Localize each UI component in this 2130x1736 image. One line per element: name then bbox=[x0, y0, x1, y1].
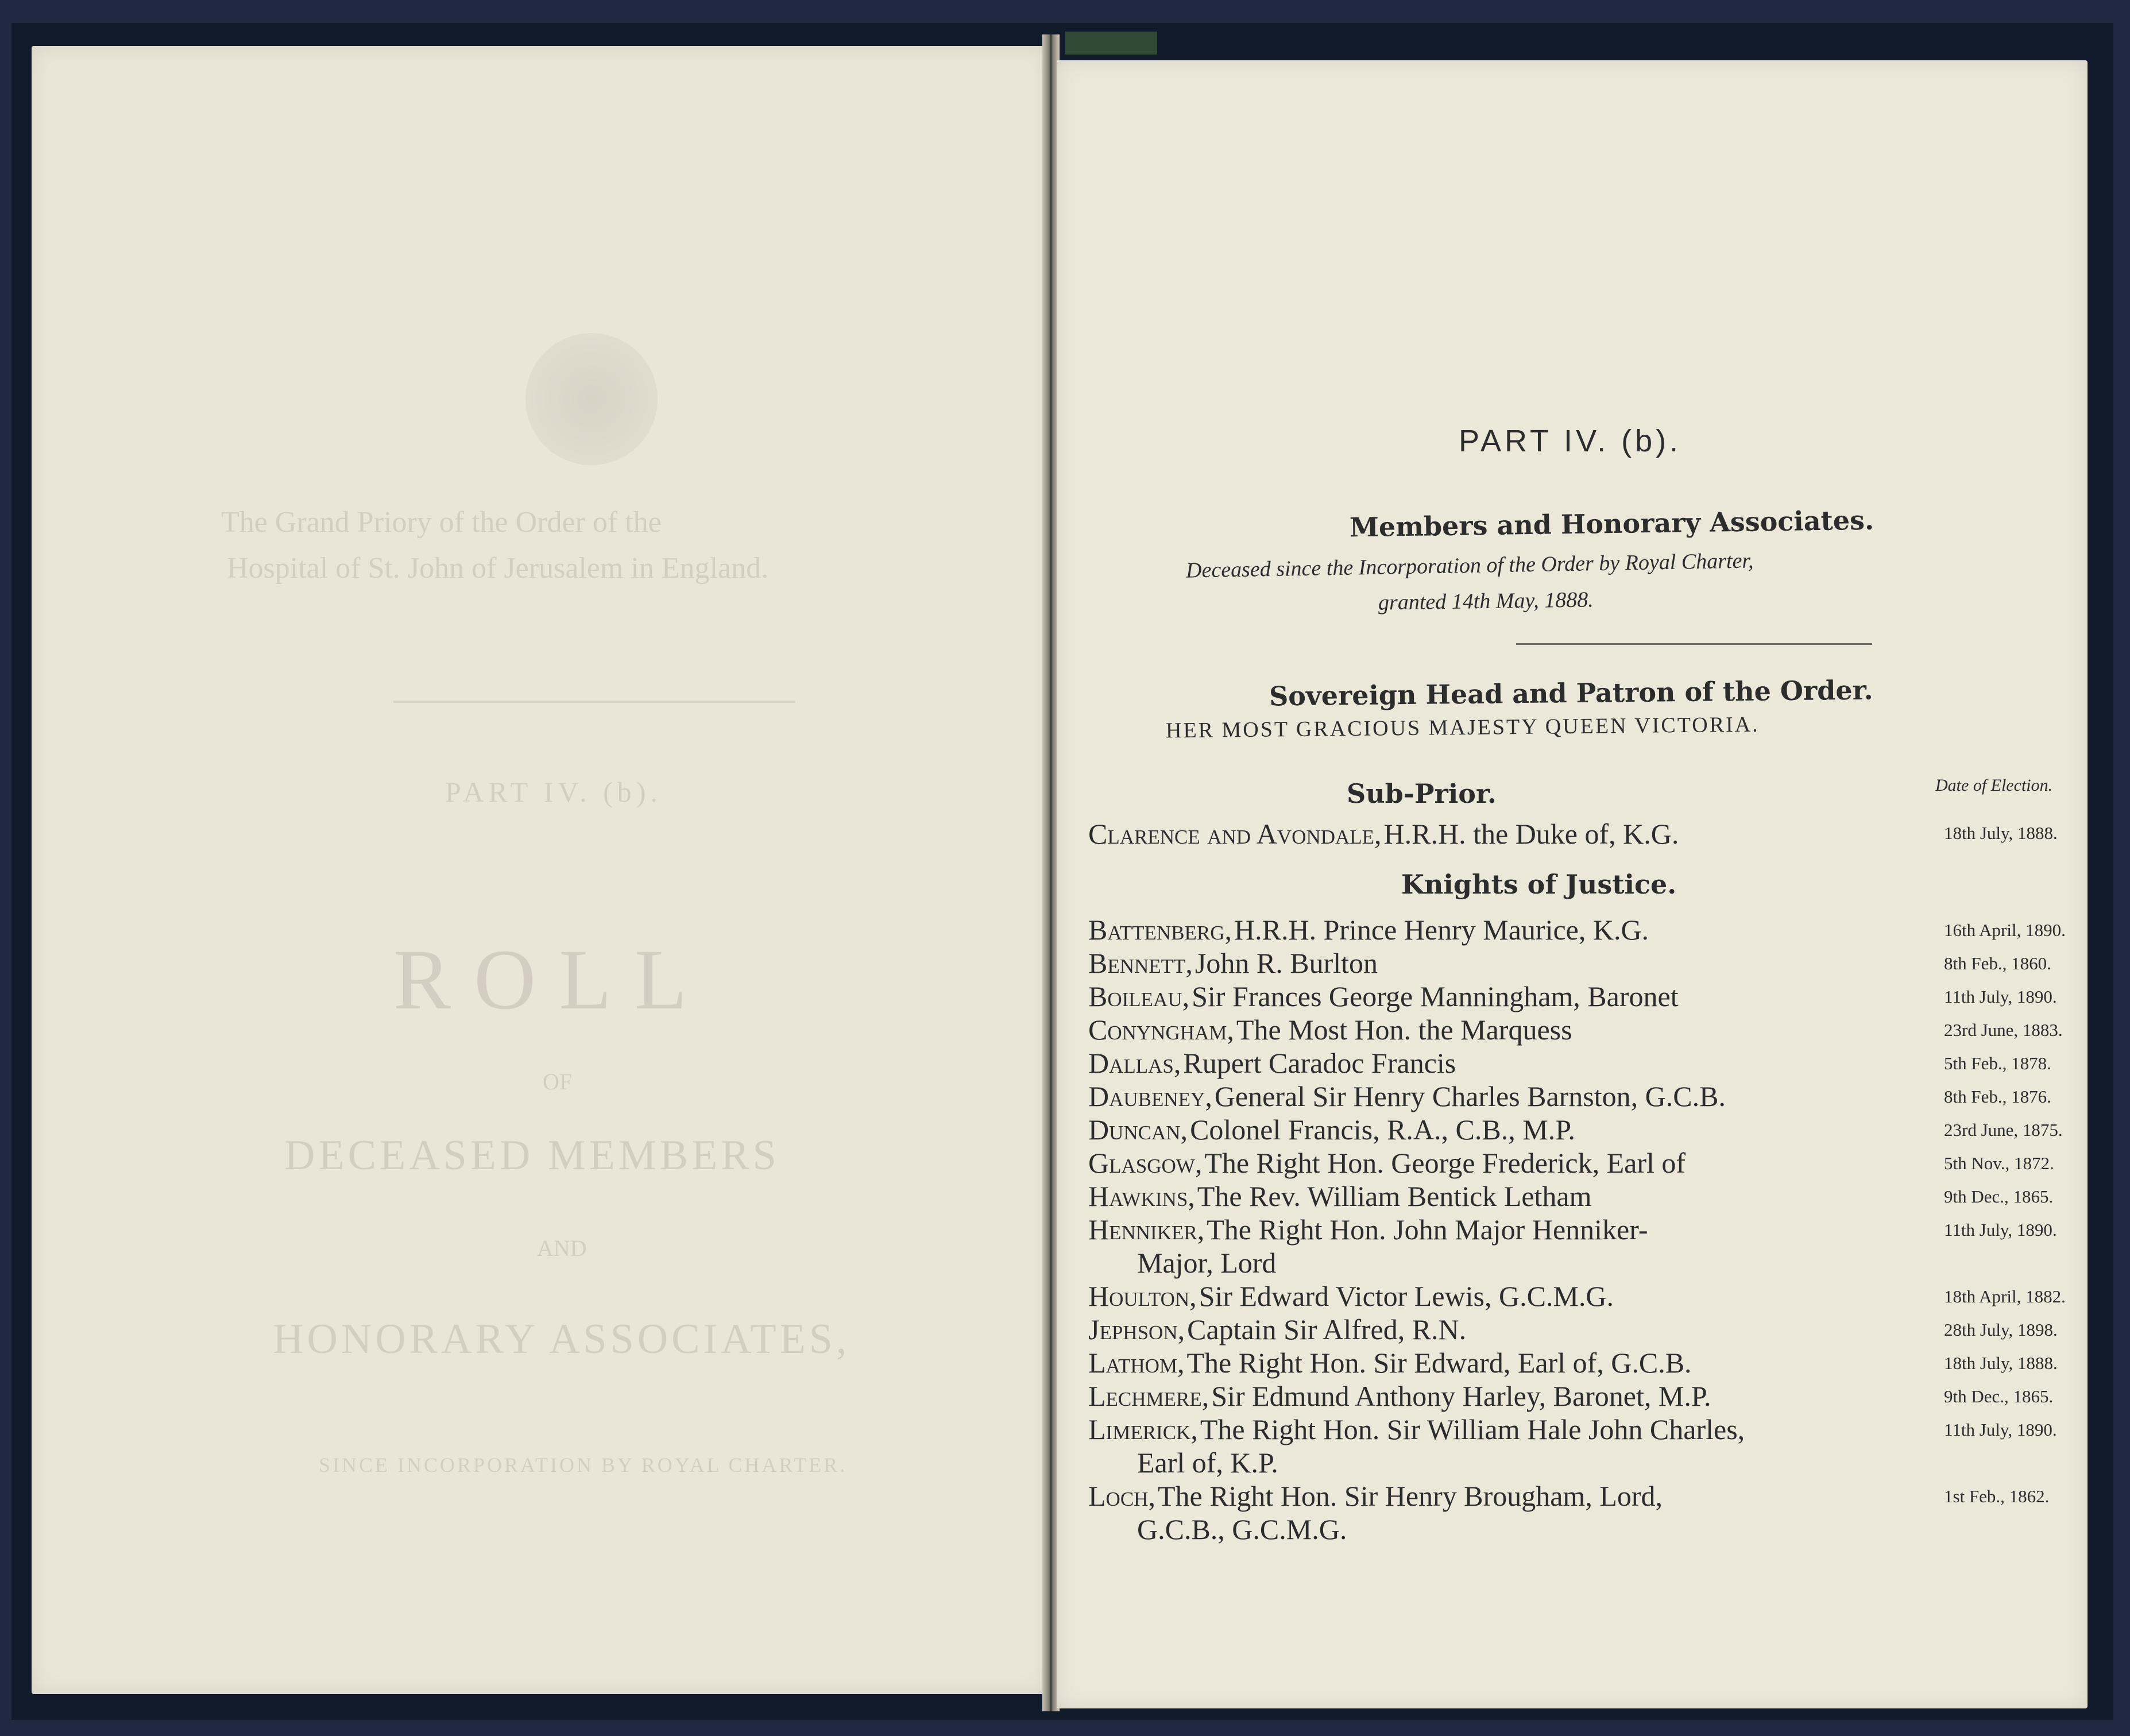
entry-surname: Glasgow, bbox=[1088, 1147, 1203, 1179]
knight-entry bbox=[1088, 980, 1679, 1013]
knight-entry bbox=[1088, 1213, 1648, 1246]
sovereign-name: HER MOST GRACIOUS MAJESTY QUEEN VICTORIA. bbox=[1165, 712, 1760, 743]
ghost-honorary-associates: HONORARY ASSOCIATES, bbox=[273, 1316, 851, 1363]
entry-name-rest: The Right Hon. George Frederick, Earl of bbox=[1204, 1147, 1686, 1179]
left-page bbox=[32, 46, 1048, 1694]
knight-entry bbox=[1088, 1146, 1686, 1180]
knight-entry bbox=[1088, 946, 1378, 980]
knight-entry bbox=[1088, 1180, 1592, 1213]
entry-surname: Daubeney, bbox=[1088, 1080, 1212, 1112]
entry-surname: Lathom, bbox=[1088, 1347, 1185, 1379]
entry-name-rest: Captain Sir Alfred, R.N. bbox=[1187, 1313, 1467, 1346]
entry-date: 18th April, 1882. bbox=[1944, 1286, 2066, 1306]
entry-surname: Dallas, bbox=[1088, 1047, 1181, 1079]
entry-surname: Lechmere, bbox=[1088, 1380, 1209, 1412]
entry-date: 5th Nov., 1872. bbox=[1944, 1153, 2054, 1173]
deceased-line-1: Deceased since the Incorporation of the Order by Royal Charter, bbox=[1185, 548, 1754, 583]
entry-surname: Battenberg, bbox=[1088, 914, 1232, 946]
entry-surname: Loch, bbox=[1088, 1480, 1155, 1512]
entry-surname: Boileau, bbox=[1088, 980, 1190, 1012]
entry-date: 5th Feb., 1878. bbox=[1944, 1053, 2051, 1073]
entry-surname: Conyngham, bbox=[1088, 1014, 1234, 1046]
entry-name-rest: Colonel Francis, R.A., C.B., M.P. bbox=[1190, 1113, 1575, 1146]
entry-date: 9th Dec., 1865. bbox=[1944, 1186, 2054, 1207]
sub-prior-entry bbox=[1088, 817, 1679, 850]
knight-entry bbox=[1088, 1279, 1614, 1313]
ghost-medal-emblem bbox=[525, 333, 658, 465]
knight-entry bbox=[1088, 1046, 1456, 1080]
section-divider bbox=[1516, 643, 1872, 645]
knight-entry bbox=[1088, 1080, 1726, 1113]
ghost-part: PART IV. (b). bbox=[445, 776, 662, 808]
knight-entry bbox=[1088, 913, 1649, 946]
members-title: Members and Honorary Associates. bbox=[1349, 504, 1874, 543]
entry-date: 28th July, 1898. bbox=[1944, 1320, 2058, 1340]
entry-name-rest: Sir Frances George Manningham, Baronet bbox=[1192, 980, 1679, 1012]
entry-date: 11th July, 1890. bbox=[1944, 987, 2057, 1007]
entry-name-rest: The Most Hon. the Marquess bbox=[1236, 1014, 1572, 1046]
entry-date: 11th July, 1890. bbox=[1944, 1220, 2057, 1240]
sub-prior-heading: Sub-Prior. bbox=[1347, 778, 1497, 809]
entry-date: 9th Dec., 1865. bbox=[1944, 1386, 2054, 1406]
ghost-of: OF bbox=[543, 1069, 573, 1095]
ghost-dedication-line2: Hospital of St. John of Jerusalem in England. bbox=[227, 552, 769, 585]
ghost-and: AND bbox=[537, 1235, 587, 1261]
entry-date: 11th July, 1890. bbox=[1944, 1420, 2057, 1440]
part-heading: PART IV. (b). bbox=[1459, 424, 1682, 458]
entry-name-rest: H.R.H. Prince Henry Maurice, K.G. bbox=[1234, 914, 1649, 946]
ghost-deceased-members: DECEASED MEMBERS bbox=[284, 1132, 780, 1179]
deceased-line-2: granted 14th May, 1888. bbox=[1378, 587, 1594, 615]
entry-date: 1st Feb., 1862. bbox=[1944, 1486, 2050, 1506]
entry-date: 16th April, 1890. bbox=[1944, 920, 2066, 940]
entry-surname: Duncan, bbox=[1088, 1113, 1188, 1146]
knight-entry bbox=[1088, 1413, 1745, 1446]
entry-surname: Hawkins, bbox=[1088, 1180, 1195, 1212]
entry-name-rest: Sir Edward Victor Lewis, G.C.M.G. bbox=[1199, 1280, 1614, 1312]
entry-name-rest: Rupert Caradoc Francis bbox=[1183, 1047, 1456, 1079]
entry-surname: Clarence and Avondale, bbox=[1088, 818, 1382, 850]
knight-entry bbox=[1088, 1313, 1466, 1346]
entry-name-rest: John R. Burlton bbox=[1194, 947, 1378, 979]
entry-date: 18th July, 1888. bbox=[1944, 1353, 2058, 1373]
knight-entry bbox=[1088, 1113, 1575, 1146]
entry-name-rest: H.R.H. the Duke of, K.G. bbox=[1383, 818, 1679, 850]
ghost-roll: ROLL bbox=[393, 932, 710, 1027]
knight-entry bbox=[1088, 1479, 1663, 1513]
entry-surname: Limerick, bbox=[1088, 1413, 1198, 1445]
ghost-divider bbox=[393, 701, 795, 703]
entry-date: 23rd June, 1883. bbox=[1944, 1020, 2063, 1040]
entry-continuation: Earl of, K.P. bbox=[1137, 1447, 1278, 1479]
entry-date: 23rd June, 1875. bbox=[1944, 1120, 2063, 1140]
entry-name-rest: General Sir Henry Charles Barnston, G.C.B. bbox=[1214, 1080, 1726, 1112]
knight-entry bbox=[1088, 1346, 1692, 1379]
date-of-election-label: Date of Election. bbox=[1935, 776, 2053, 795]
entry-name-rest: The Right Hon. Sir Edward, Earl of, G.C.B. bbox=[1186, 1347, 1692, 1379]
entry-surname: Jephson, bbox=[1088, 1313, 1185, 1346]
entry-name-rest: The Rev. William Bentick Letham bbox=[1197, 1180, 1592, 1212]
sovereign-heading: Sovereign Head and Patron of the Order. bbox=[1269, 674, 1873, 712]
entry-date: 8th Feb., 1860. bbox=[1944, 953, 2051, 973]
sub-prior-date: 18th July, 1888. bbox=[1944, 823, 2058, 843]
spine-binding bbox=[1065, 32, 1157, 55]
entry-continuation: Major, Lord bbox=[1137, 1247, 1277, 1279]
entry-name-rest: The Right Hon. Sir William Hale John Charles, bbox=[1200, 1413, 1745, 1445]
ghost-dedication-line1: The Grand Priory of the Order of the bbox=[221, 506, 662, 539]
knights-heading: Knights of Justice. bbox=[1401, 869, 1677, 900]
entry-surname: Houlton, bbox=[1088, 1280, 1197, 1312]
ghost-since: SINCE INCORPORATION BY ROYAL CHARTER. bbox=[319, 1453, 848, 1476]
entry-name-rest: Sir Edmund Anthony Harley, Baronet, M.P. bbox=[1211, 1380, 1711, 1412]
entry-surname: Henniker, bbox=[1088, 1213, 1205, 1246]
entry-name-rest: The Right Hon. Sir Henry Brougham, Lord, bbox=[1157, 1480, 1663, 1512]
knight-entry bbox=[1088, 1379, 1711, 1413]
entry-name-rest: The Right Hon. John Major Henniker- bbox=[1207, 1213, 1648, 1246]
entry-surname: Bennett, bbox=[1088, 947, 1193, 979]
knight-entry bbox=[1088, 1013, 1572, 1046]
right-page bbox=[1057, 60, 2088, 1708]
entry-date: 8th Feb., 1876. bbox=[1944, 1087, 2051, 1107]
entry-continuation: G.C.B., G.C.M.G. bbox=[1137, 1513, 1347, 1545]
